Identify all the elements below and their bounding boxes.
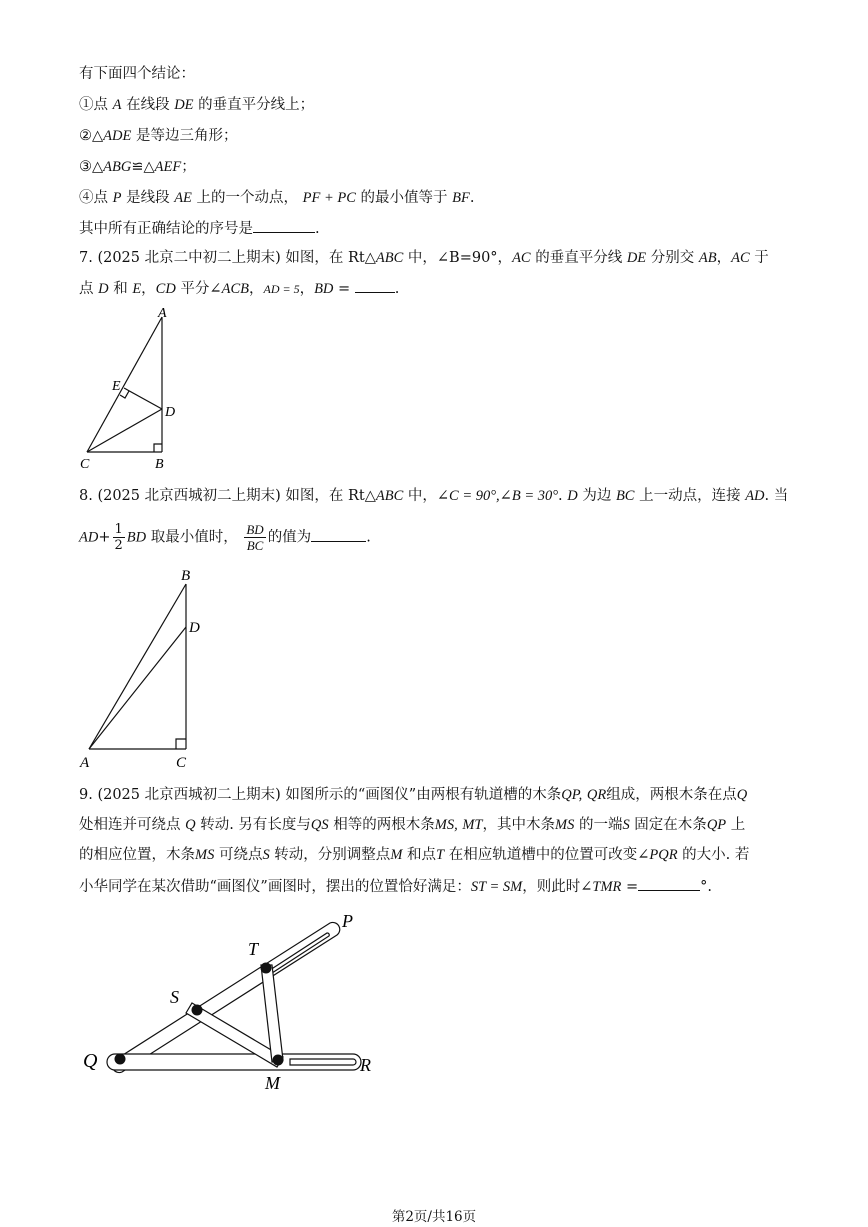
ratio-fraction: $\frac{BD}{BC}$ [246,522,264,553]
q7-answer-blank[interactable] [355,278,395,293]
q8-label-D: D [189,620,200,636]
q7-label-C: C [80,457,90,472]
q9-label-Q: Q [83,1050,98,1072]
conclusion-2: ②△ADE 是等边三角形； [79,128,238,144]
q8-label-B: B [181,568,191,584]
q7-label-A: A [158,306,167,321]
page-footer: 第2页/共16页 [391,1209,477,1225]
q8-line1: 8. (2025 北京西城初二上期末) 如图，在 Rt△ABC 中，∠C = 90°,∠B = 30°. D 为边 BC 上一动点，连接 AD. 当 [79,488,789,504]
q7-label-D: D [165,405,176,420]
q8-line2: AD+ $\frac{1}{2}$ BD 取最小值时， $\frac{BD}{BC}$ 的值为 . [79,522,371,553]
q9-line4: 小华同学在某次借助“画图仪”画图时，摆出的位置恰好满足：ST = SM，则此时∠TMR = °. [79,876,712,897]
q9-label-P: P [342,911,353,931]
q9-label-S: S [170,987,179,1007]
q9-label-M: M [265,1073,280,1093]
answer-prompt: 其中所有正确结论的序号是 . [79,218,320,239]
q9-figure [75,905,395,1100]
conclusion-4: ④点 P 是线段 AE 上的一个动点， PF + PC 的最小值等于 BF. [79,190,475,206]
q7-label-E: E [112,379,121,394]
half-fraction: $\frac{1}{2}$ [114,522,123,553]
q8-answer-blank[interactable] [311,527,366,542]
q9-label-R: R [360,1055,371,1075]
q9-label-T: T [248,939,259,959]
q8-label-C: C [176,755,187,771]
answer-blank[interactable] [253,218,315,233]
conclusion-3: ③△ABG≌△AEF； [79,159,196,175]
q7-line2: 点 D 和 E，CD 平分∠ACB，AD = 5，BD = . [79,278,399,299]
q9-answer-blank[interactable] [638,876,700,891]
q9-line3: 的相应位置，木条MS 可绕点S 转动，分别调整点M 和点T 在相应轨道槽中的位置可改变∠PQR 的大小. 若 [79,847,750,863]
q8-label-A: A [80,755,90,771]
q7-figure [72,305,192,475]
q9-line2: 处相连并可绕点 Q 转动. 另有长度与QS 相等的两根木条MS, MT，其中木条MS 的一端S 固定在木条QP 上 [79,817,746,833]
conclusion-1: ①点 A 在线段 DE 的垂直平分线上； [79,97,315,113]
q9-line1: 9. (2025 北京西城初二上期末) 如图所示的“画图仪”由两根有轨道槽的木条QP, QR组成，两根木条在点Q [79,787,748,803]
q8-figure [74,562,214,777]
q7-label-B: B [155,457,164,472]
q7-line1: 7. (2025 北京二中初二上期末) 如图，在 Rt△ABC 中，∠B=90°，AC 的垂直平分线 DE 分别交 AB，AC 于 [79,250,769,266]
intro-text: 有下面四个结论： [79,66,195,82]
